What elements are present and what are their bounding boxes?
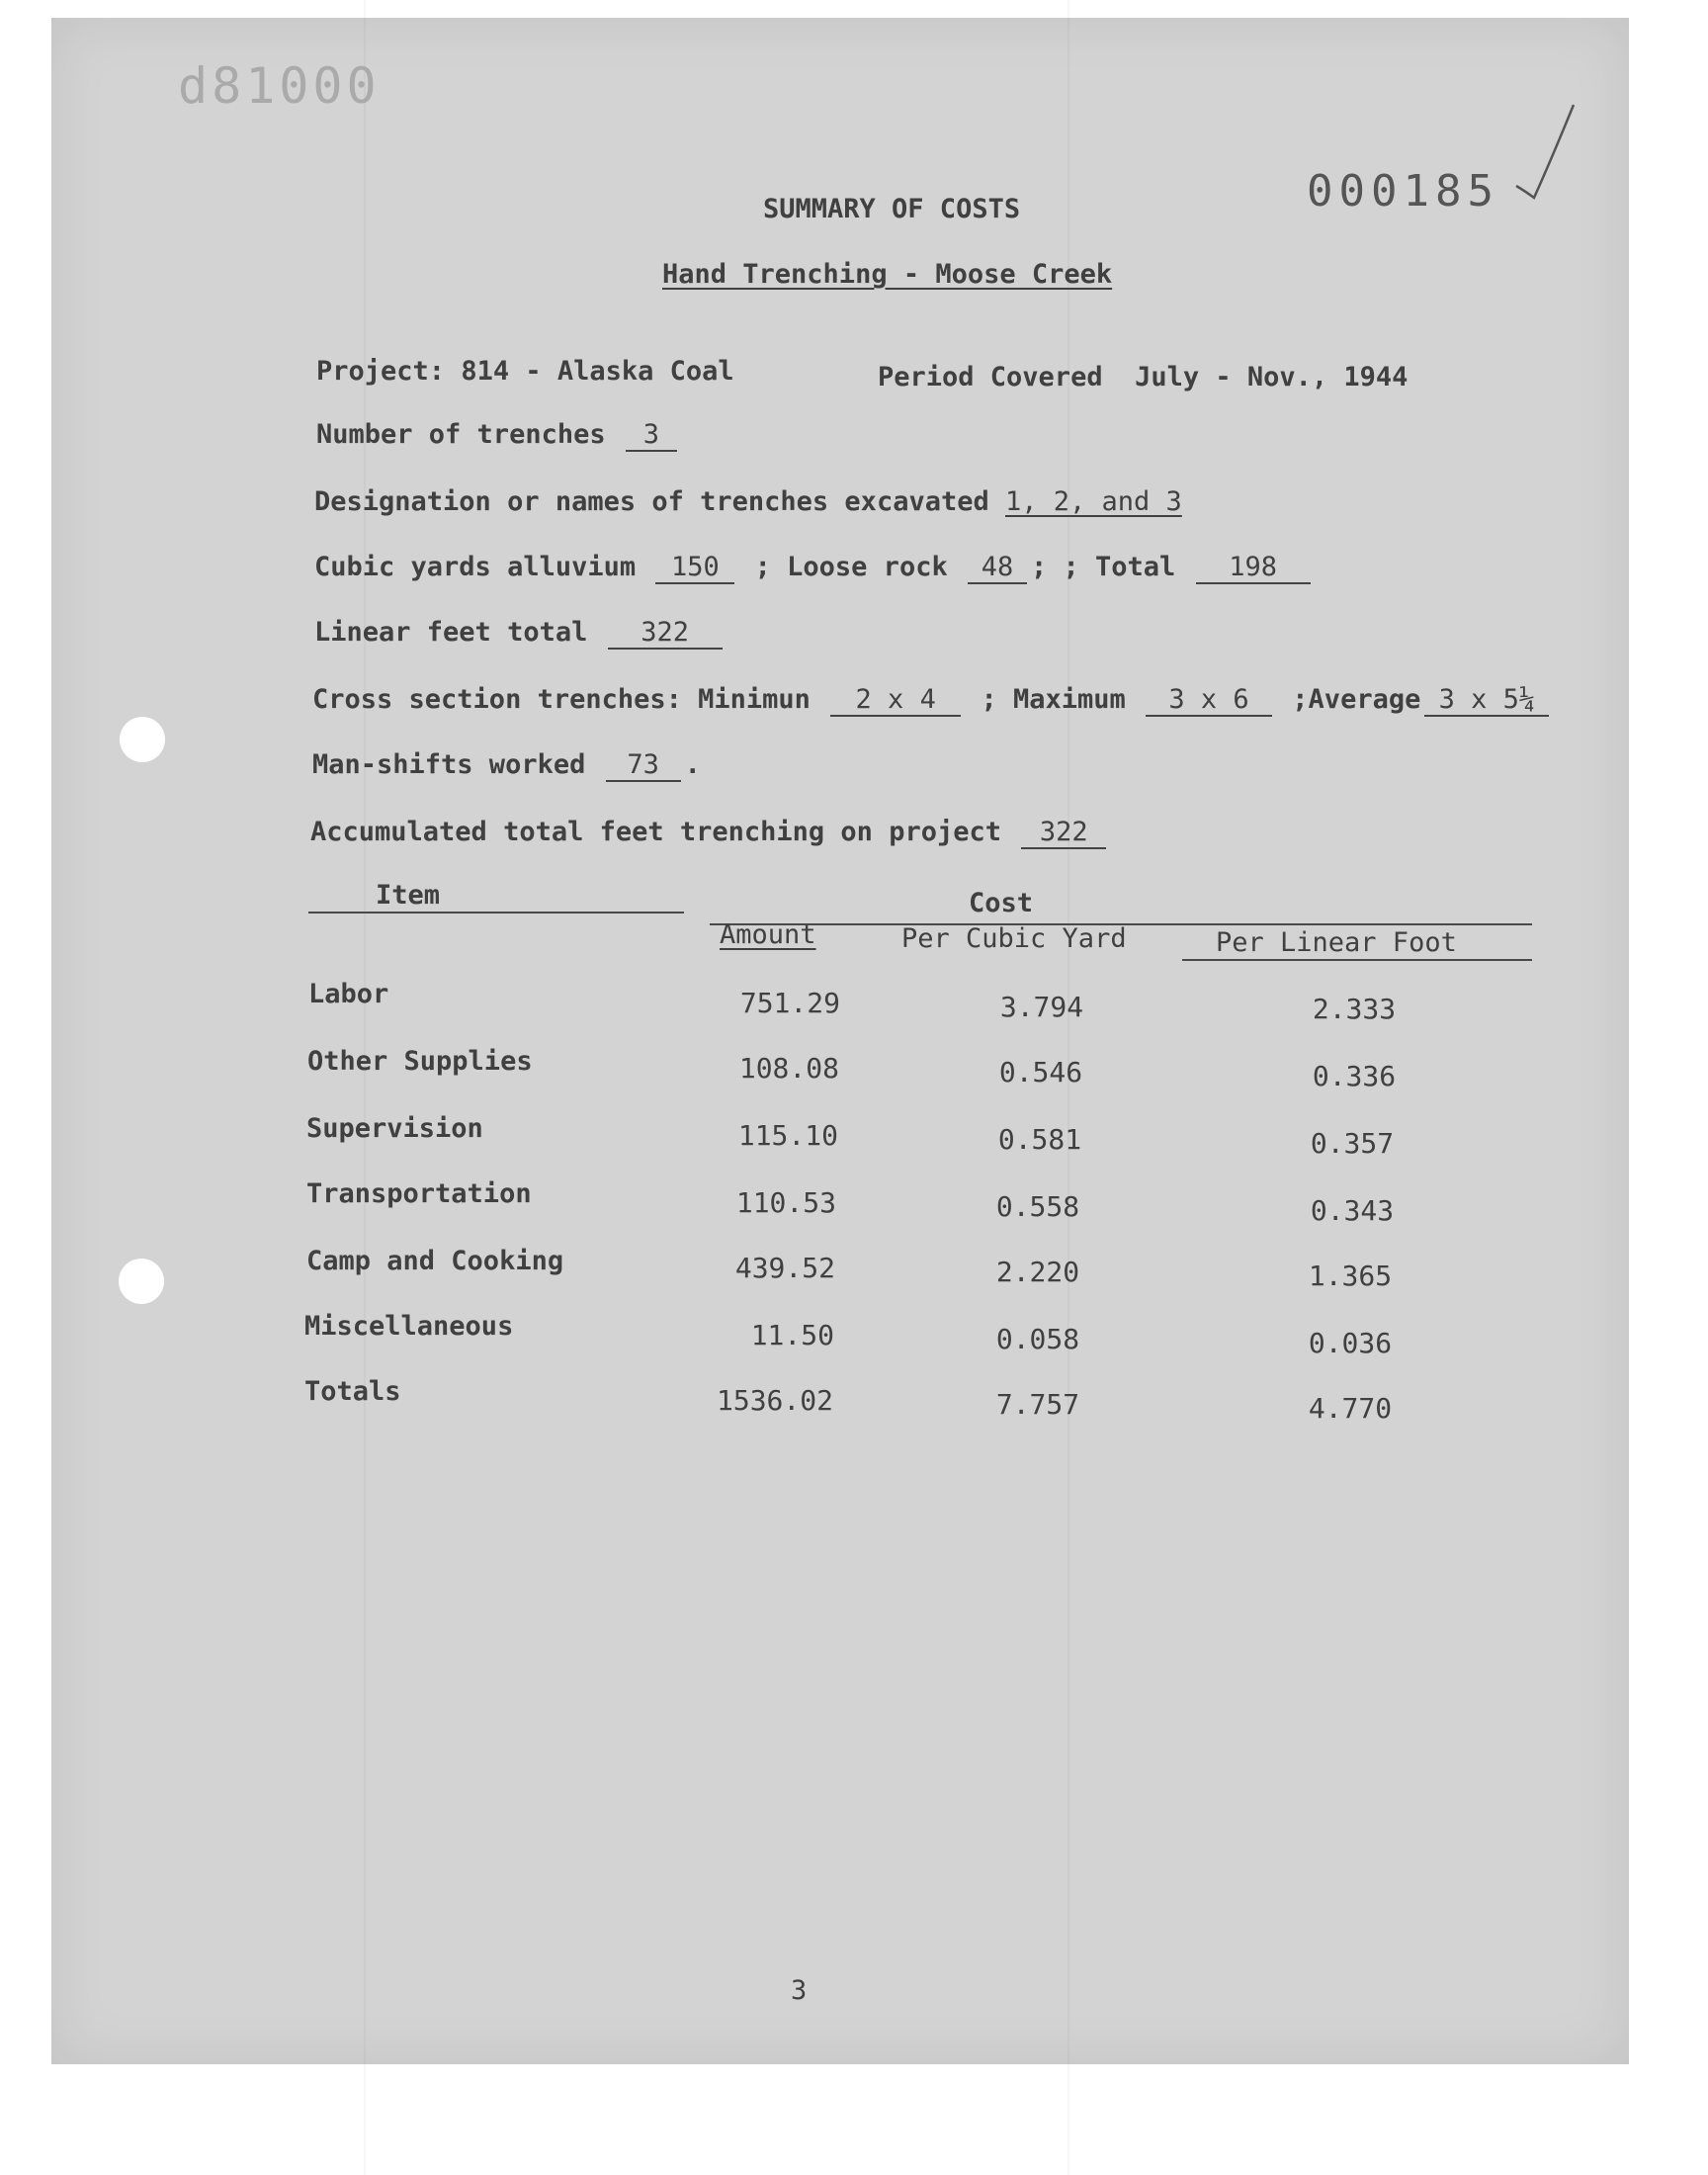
cross-max-label: ; Maximum	[981, 684, 1126, 715]
document-page	[51, 18, 1629, 2064]
column-header-per-linear-foot: Per Linear Foot	[1216, 927, 1457, 958]
page-footer-number: 3	[791, 1975, 808, 2006]
total-label: ; Total	[1063, 552, 1176, 582]
loose-rock-value: 48	[968, 552, 1027, 584]
linear-feet-line	[314, 617, 726, 650]
accumulated-line	[310, 817, 1110, 849]
row-per-cubic-yard: 3.794	[999, 991, 1084, 1023]
trenches-line	[316, 419, 681, 452]
row-per-linear-foot: 4.770	[1308, 1392, 1393, 1425]
period-label: Period Covered	[878, 362, 1103, 392]
manshifts-end: .	[684, 749, 701, 780]
check-mark-icon	[1512, 99, 1581, 208]
page-title: SUMMARY OF COSTS	[763, 194, 1021, 224]
row-per-cubic-yard: 0.058	[995, 1323, 1080, 1355]
row-amount: 439.52	[734, 1252, 835, 1284]
column-header-amount: Amount	[720, 919, 816, 950]
manshifts-label: Man-shifts worked	[312, 749, 586, 780]
row-amount: 1536.02	[716, 1384, 833, 1417]
trenches-value: 3	[626, 419, 677, 452]
man-shifts-line	[312, 749, 701, 782]
project-line	[316, 356, 734, 387]
row-per-cubic-yard: 0.546	[998, 1056, 1083, 1088]
column-header-per-cubic-yard: Per Cubic Yard	[901, 923, 1127, 954]
cross-avg-value: 3 x 5¼	[1424, 684, 1549, 717]
row-amount: 115.10	[737, 1119, 838, 1152]
fold-line	[364, 0, 366, 2175]
cross-max-value: 3 x 6	[1146, 684, 1272, 717]
row-per-linear-foot: 0.343	[1310, 1194, 1395, 1227]
row-amount: 751.29	[739, 987, 840, 1019]
linear-foot-header-rule	[1182, 959, 1532, 961]
row-item: Supervision	[306, 1113, 483, 1144]
project-label: Project:	[316, 356, 446, 387]
row-item: Camp and Cooking	[306, 1246, 564, 1276]
cross-avg-label: ;Average	[1292, 684, 1421, 715]
project-value: 814 - Alaska Coal	[461, 356, 734, 387]
row-item: Labor	[308, 979, 389, 1009]
linear-value: 322	[608, 617, 723, 650]
trenches-label: Number of trenches	[316, 419, 606, 450]
page-subtitle: Hand Trenching - Moose Creek	[662, 259, 1113, 290]
cubic-yards-line: Cubic yards alluvium 150 ; Loose rock 48 ; ; Total 198	[314, 552, 1315, 584]
row-item: Other Supplies	[307, 1046, 533, 1077]
row-per-cubic-yard: 0.558	[995, 1190, 1080, 1223]
loose-rock-label: ; Loose rock	[754, 552, 948, 582]
row-amount: 108.08	[738, 1052, 839, 1085]
row-item: Miscellaneous	[304, 1311, 514, 1342]
row-per-cubic-yard: 7.757	[995, 1388, 1080, 1421]
row-per-cubic-yard: 0.581	[997, 1123, 1082, 1156]
row-per-linear-foot: 0.357	[1310, 1127, 1395, 1160]
cross-section-line	[312, 684, 1553, 717]
designation-label: Designation or names of trenches excavated	[314, 486, 989, 517]
punch-hole	[120, 717, 165, 762]
faded-stamp-number: d81000	[178, 57, 381, 115]
row-per-cubic-yard: 2.220	[995, 1256, 1080, 1288]
alluvium-label: Cubic yards alluvium	[314, 552, 637, 582]
manshifts-value: 73	[606, 749, 681, 782]
punch-hole	[119, 1259, 164, 1304]
cost-header: Cost	[969, 888, 1034, 918]
linear-label: Linear feet total	[314, 617, 588, 648]
period-line	[878, 362, 1408, 392]
alluvium-value: 150	[655, 552, 734, 584]
row-item: Transportation	[306, 1178, 532, 1209]
row-amount: 11.50	[750, 1319, 834, 1351]
designation-value: 1, 2, and 3	[1005, 486, 1182, 517]
row-per-linear-foot: 2.333	[1312, 993, 1397, 1025]
page-number-stamp: 000185	[1307, 166, 1499, 217]
total-value: 198	[1196, 552, 1311, 584]
item-header-rule	[308, 912, 684, 914]
cross-min-label: Cross section trenches: Minimun	[312, 684, 811, 715]
row-per-linear-foot: 0.036	[1308, 1327, 1393, 1359]
accum-value: 322	[1021, 817, 1106, 849]
period-value: July - Nov., 1944	[1135, 362, 1409, 392]
item-header: Item	[376, 880, 441, 911]
row-per-linear-foot: 0.336	[1312, 1060, 1397, 1092]
row-item: Totals	[304, 1376, 401, 1407]
cross-min-value: 2 x 4	[830, 684, 961, 717]
designation-line	[314, 486, 1182, 517]
row-per-linear-foot: 1.365	[1308, 1260, 1393, 1292]
row-amount: 110.53	[735, 1186, 836, 1219]
accum-label: Accumulated total feet trenching on project	[310, 817, 1001, 847]
